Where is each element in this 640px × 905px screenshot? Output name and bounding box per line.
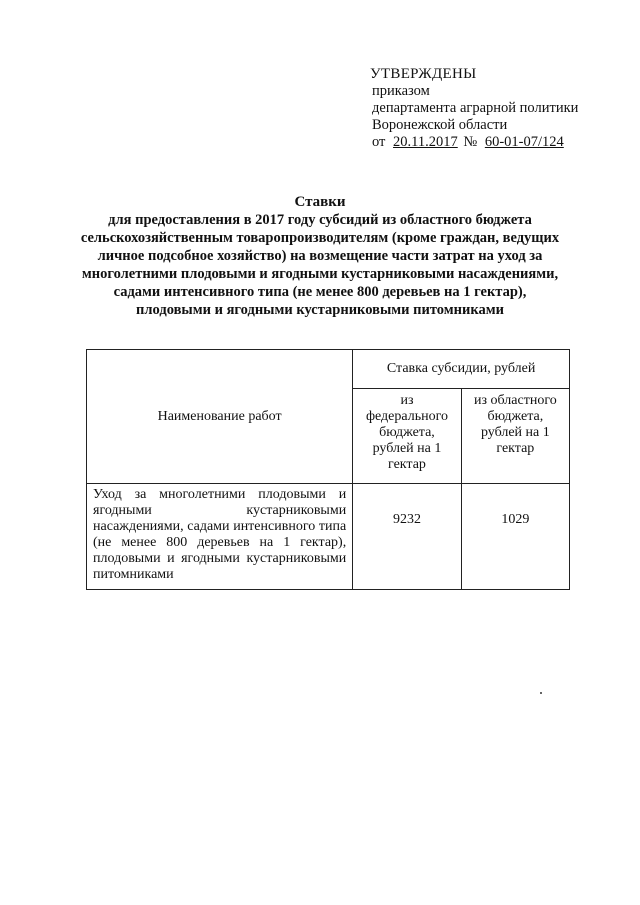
header-regional-line: гектар — [496, 441, 535, 456]
scan-speck — [540, 692, 542, 694]
heading-line: для предоставления в 2017 году субсидий из областного бюджета — [108, 212, 532, 228]
header-subsidy-rate: Ставка субсидии, рублей — [353, 350, 570, 389]
header-work-name: Наименование работ — [87, 350, 353, 484]
heading-line: многолетними плодовыми и ягодными кустарниковыми насаждениями, — [81, 266, 559, 282]
regional-rate-value: 1029 — [461, 484, 569, 590]
approval-title: УТВЕРЖДЕНЫ — [370, 66, 477, 82]
header-regional-line: из областного — [474, 393, 557, 408]
heading-line: плодовыми и ягодными кустарниковыми питомниками — [136, 302, 504, 318]
heading-line: садами интенсивного типа (не менее 800 деревьев на 1 гектар), — [113, 284, 527, 300]
header-federal-line: федерального — [365, 409, 448, 424]
approval-line-order: приказом — [372, 83, 430, 99]
header-federal-line: гектар — [388, 457, 426, 472]
approval-number: 60-01-07/124 — [484, 134, 564, 150]
approval-line-region: Воронежской области — [372, 117, 508, 133]
federal-rate-value: 9232 — [353, 484, 462, 590]
approval-date-line — [370, 134, 578, 151]
header-regional-line: бюджета, — [487, 409, 544, 424]
header-regional-line: рублей на 1 — [480, 425, 550, 440]
approval-line-department: департамента аграрной политики — [372, 100, 579, 116]
header-regional-budget — [461, 389, 569, 484]
document-heading — [60, 193, 580, 319]
heading-line: личное подсобное хозяйство) на возмещение части затрат на уход за — [97, 248, 543, 264]
header-federal-line: из — [400, 393, 414, 408]
date-prefix: от — [372, 134, 386, 150]
heading-word: Ставки — [294, 194, 346, 210]
header-federal-line: бюджета, — [379, 425, 435, 440]
rates-table — [86, 349, 570, 590]
approval-date: 20.11.2017 — [393, 134, 458, 150]
work-description: Уход за многолетними плодовыми и ягодными кустарниковыми насаждениями, садами интенсивного типа (не менее 800 деревьев на 1 гектар), плодовыми и ягодными кустарниковыми питомниками — [87, 484, 353, 590]
header-federal-line: рублей на 1 — [372, 441, 442, 456]
heading-line: сельскохозяйственным товаропроизводителям (кроме граждан, ведущих — [80, 230, 560, 246]
number-sign: № — [463, 134, 478, 150]
approval-block — [370, 66, 578, 151]
table-row — [87, 484, 570, 590]
header-federal-budget — [353, 389, 462, 484]
